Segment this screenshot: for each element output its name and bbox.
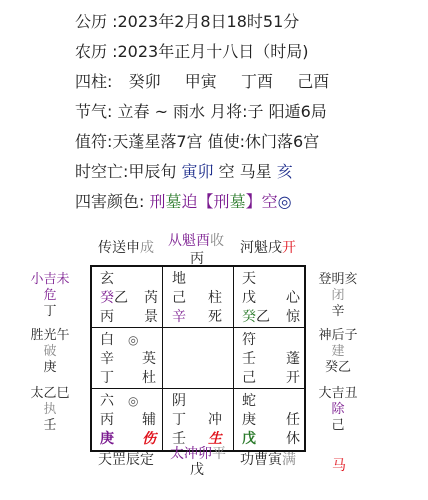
harm-xing: 刑	[149, 192, 166, 211]
nine-palace-grid	[90, 265, 306, 452]
horse-star-branch: 亥	[276, 162, 293, 181]
palace-8: 六 ◎ 丙 辅 庚 伤	[100, 393, 156, 447]
four-pillars	[75, 72, 329, 92]
harms-label: 四害颜色:	[75, 192, 150, 211]
harm-po: 迫	[181, 192, 198, 211]
harm-bracket-l: 【	[197, 192, 214, 211]
palace-1: 阴 丁 冲 壬 生	[172, 393, 222, 447]
four-harms-legend	[75, 192, 292, 212]
right-side-3: 大吉丑 除 己	[318, 386, 358, 433]
top-mid-stem: 丙	[190, 251, 204, 267]
bottom-mid-stem: 戊	[190, 462, 204, 478]
harm-xingmu-x: 刑	[213, 192, 230, 211]
bottom-left-label: 天罡辰定	[98, 452, 154, 468]
right-side-1: 登明亥 闭 辛	[318, 272, 358, 319]
palace-3: 白 ◎ 辛 英 丁 杜	[100, 332, 156, 386]
pillar-hour: 己酉	[297, 72, 330, 91]
harm-kong: 空	[261, 192, 278, 211]
pillar-day: 丁酉	[241, 72, 274, 91]
solar-date: 公历 :2023年2月8日18时51分	[75, 12, 300, 31]
palace-4: 玄 癸乙 芮 丙 景	[100, 271, 158, 325]
left-side-1: 小吉未 危 丁	[30, 272, 70, 319]
bottom-right-label: 功曹寅满	[240, 452, 296, 468]
void-mid: 空 马星	[213, 162, 277, 181]
void-branches: 寅卯	[181, 162, 214, 181]
circle-icon: ◎	[277, 192, 292, 211]
top-right-label: 河魁戌开	[240, 240, 296, 256]
harm-mu: 墓	[165, 192, 182, 211]
left-side-2: 胜光午 破 庚	[30, 328, 70, 375]
palace-9: 地 己 柱 辛 死	[172, 271, 222, 325]
pillar-year: 癸卯	[128, 72, 161, 91]
right-side-2: 神后子 建 癸乙	[318, 328, 358, 375]
solar-term: 节气: 立春 ~ 雨水 月将:子 阳遁6局	[75, 102, 327, 121]
horse-star-marker: 马	[332, 458, 346, 474]
palace-2: 天 戊 心 癸乙 惊	[242, 271, 300, 325]
top-left-label: 传送申成	[98, 240, 154, 256]
zhifu-zhishi: 值符:天蓬星落7宫 值使:休门落6宫	[75, 132, 320, 151]
harm-bracket-r: 】	[245, 192, 262, 211]
pillar-month: 甲寅	[184, 72, 217, 91]
lunar-date: 农历 :2023年正月十八日（时局)	[75, 42, 309, 61]
void-prefix: 时空亡:甲辰旬	[75, 162, 182, 181]
void-line	[75, 162, 293, 182]
left-side-3: 太乙巳 执 壬	[30, 386, 70, 433]
harm-xingmu-m: 墓	[229, 192, 246, 211]
palace-7: 符 壬 蓬 己 开	[242, 332, 300, 386]
top-mid-label: 从魁酉收	[168, 233, 224, 249]
bottom-mid-label: 太冲卯平	[170, 446, 226, 462]
circle-icon: ◎	[128, 394, 139, 408]
four-pillars-label: 四柱:	[75, 72, 113, 91]
palace-6: 蛇 庚 任 戊 休	[242, 393, 300, 447]
circle-icon: ◎	[128, 333, 139, 347]
